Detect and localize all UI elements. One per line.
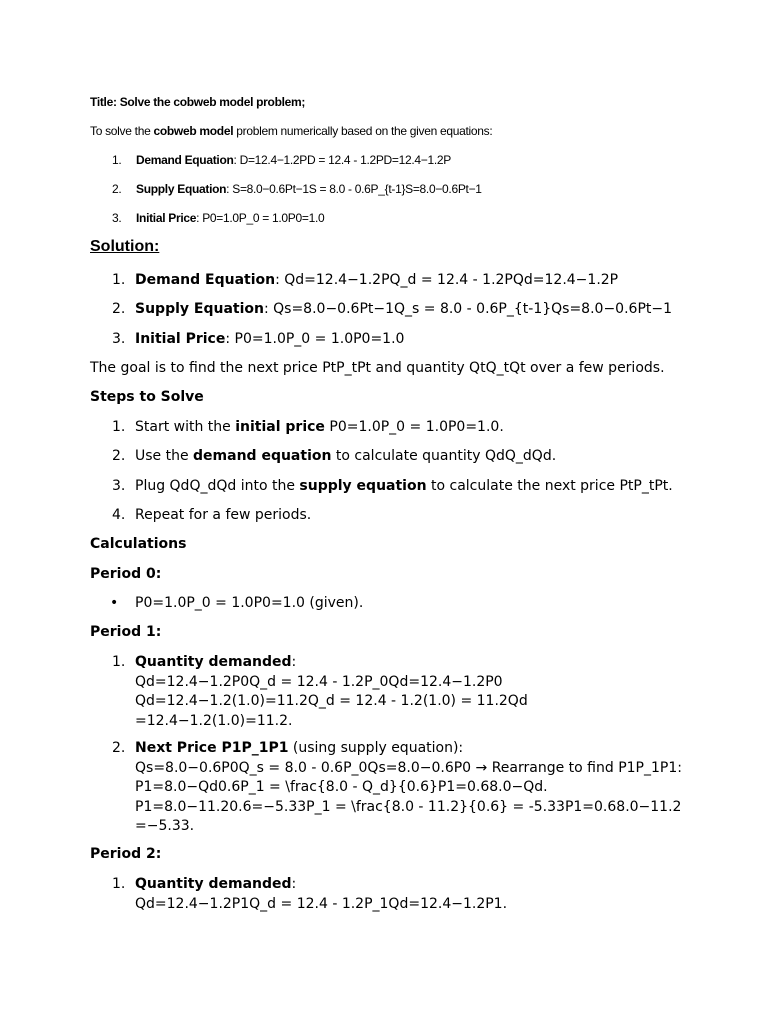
list-item <box>112 653 682 731</box>
list-number: 3. <box>112 211 122 225</box>
list-number: 2. <box>112 301 126 317</box>
list-label: Demand Equation <box>135 272 276 288</box>
list-text: P0=1.0P_0 = 1.0P0=1.0. <box>324 419 504 435</box>
equation-line: Qd=12.4−1.2P0Q_d = 12.4 - 1.2P_0Qd=12.4−1.2P0 <box>135 673 503 690</box>
list-item <box>112 477 682 497</box>
list-text: : S=8.0−0.6Pt−1S = 8.0 - 0.6P_{t-1}S=8.0−0.6Pt−1 <box>226 182 482 196</box>
list-text: Repeat for a few periods. <box>135 507 312 523</box>
equation-line: P1=8.0−11.20.6=−5.33P_1 = \frac{8.0 - 11.2}{0.6} = -5.33P1=0.68.0−11.2 <box>135 798 682 815</box>
period-0-heading: Period 0: <box>90 566 162 582</box>
equation-line: Qd=12.4−1.2(1.0)=11.2Q_d = 12.4 - 1.2(1.0) = 11.2Qd <box>135 693 528 709</box>
list-text: (using supply equation): <box>288 740 464 756</box>
list-item <box>112 211 324 225</box>
list-item <box>112 300 682 320</box>
list-item <box>112 153 451 167</box>
list-number: 1. <box>112 876 126 892</box>
list-text: P0=1.0P_0 = 1.0P0=1.0 (given). <box>135 595 364 611</box>
list-item <box>112 739 682 837</box>
list-label: Next Price P1P_1P1 <box>135 740 289 756</box>
solution-heading: Solution: <box>90 238 160 255</box>
list-text: : P0=1.0P_0 = 1.0P0=1.0 <box>196 211 325 225</box>
list-text: Use the <box>135 448 194 464</box>
list-item <box>112 418 682 438</box>
list-number: 2. <box>112 740 126 756</box>
list-text: Start with the <box>135 419 236 435</box>
list-number: 1. <box>112 654 126 670</box>
title-prefix: Title: <box>90 95 120 109</box>
list-colon: : <box>291 654 297 670</box>
equation-line: =12.4−1.2(1.0)=11.2. <box>135 712 293 729</box>
list-label: Initial Price <box>136 211 197 225</box>
list-bold: demand equation <box>193 448 332 464</box>
goal-paragraph: The goal is to find the next price PtP_tPt and quantity QtQ_tQt over a few periods. <box>90 360 665 376</box>
steps-heading: Steps to Solve <box>90 389 204 405</box>
list-number: 1. <box>112 272 126 288</box>
bullet-icon: • <box>110 595 119 611</box>
list-bold: supply equation <box>299 478 427 494</box>
list-text: : Qd=12.4−1.2PQ_d = 12.4 - 1.2PQd=12.4−1.2P <box>275 272 619 288</box>
equation-line: P1=8.0−Qd0.6P_1 = \frac{8.0 - Q_d}{0.6}P1=0.68.0−Qd. <box>135 779 548 795</box>
list-text: Plug QdQ_dQd into the <box>135 478 300 494</box>
list-label: Supply Equation <box>135 301 264 317</box>
list-item <box>112 506 682 526</box>
list-label: Quantity demanded <box>135 876 292 892</box>
list-number: 3. <box>112 478 126 494</box>
list-text: : D=12.4−1.2PD = 12.4 - 1.2PD=12.4−1.2P <box>233 153 451 167</box>
period-2-heading: Period 2: <box>90 846 162 862</box>
list-number: 3. <box>112 331 126 347</box>
intro-bold: cobweb model <box>153 124 234 138</box>
intro-paragraph <box>90 124 492 138</box>
list-item <box>112 875 682 914</box>
intro-pre: To solve the <box>90 124 154 138</box>
equation-line: =−5.33. <box>135 818 195 834</box>
list-item <box>110 594 363 614</box>
list-label: Quantity demanded <box>135 654 292 670</box>
list-label: Demand Equation <box>136 153 234 167</box>
equation-line: Qd=12.4−1.2P1Q_d = 12.4 - 1.2P_1Qd=12.4−1.2P1. <box>135 895 508 912</box>
list-number: 2. <box>112 182 122 196</box>
list-text: : Qs=8.0−0.6Pt−1Q_s = 8.0 - 0.6P_{t-1}Qs=8.0−0.6Pt−1 <box>263 301 673 317</box>
calculations-heading: Calculations <box>90 536 187 552</box>
list-number: 1. <box>112 153 122 167</box>
list-item <box>112 182 482 196</box>
equation-line: Qs=8.0−0.6P0Q_s = 8.0 - 0.6P_0Qs=8.0−0.6P0 → Rearrange to find P1P_1P1: <box>135 759 682 776</box>
list-number: 1. <box>112 419 126 435</box>
list-colon: : <box>291 876 297 892</box>
intro-post: problem numerically based on the given equations: <box>233 124 493 138</box>
list-number: 4. <box>112 507 126 523</box>
list-text: to calculate the next price PtP_tPt. <box>426 478 673 494</box>
list-item <box>112 447 682 467</box>
list-label: Initial Price <box>135 331 226 347</box>
list-item <box>112 271 682 291</box>
list-bold: initial price <box>235 419 325 435</box>
list-label: Supply Equation <box>136 182 227 196</box>
list-text: to calculate quantity QdQ_dQd. <box>331 448 557 464</box>
list-number: 2. <box>112 448 126 464</box>
list-item <box>112 330 682 350</box>
document-title <box>90 95 305 109</box>
list-text: : P0=1.0P_0 = 1.0P0=1.0 <box>225 331 405 347</box>
period-1-heading: Period 1: <box>90 624 162 640</box>
title-text: Solve the cobweb model problem; <box>119 95 306 109</box>
